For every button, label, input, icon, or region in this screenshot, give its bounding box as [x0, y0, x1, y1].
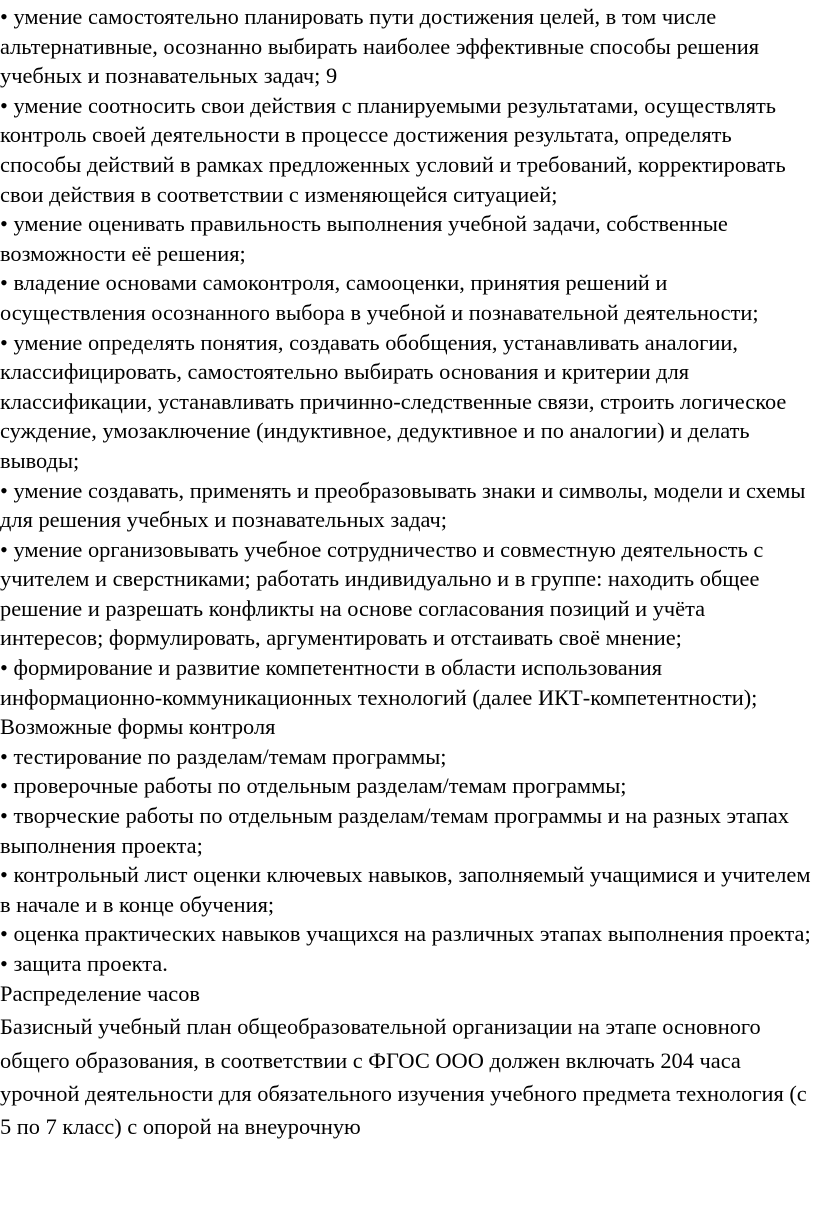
bullet-text: проверочные работы по отдельным разделам/темам программы; [13, 773, 627, 799]
body-paragraph: Базисный учебный план общеобразовательной организации на этапе основного общего образования, в соответствии с ФГОС ООО должен включать 204 часа урочной деятельности для обязательного изучения учебного предмета технология (с 5 по 7 класс) с опорой на внеурочную [0, 1014, 807, 1140]
section-heading: Распределение часов [0, 980, 200, 1006]
bullet-text: умение оценивать правильность выполнения учебной задачи, собственные возможности её решения; [0, 211, 728, 266]
bullet-icon: • [0, 477, 8, 503]
bullet-item [0, 771, 812, 801]
bullet-item [0, 860, 812, 919]
bullet-text: формирование и развитие компетентности в области использования информационно-коммуникационных технологий (далее ИКТ-компетентности); Возможные формы контроля [0, 655, 758, 740]
bullet-item [0, 91, 812, 209]
bullet-icon: • [0, 211, 8, 237]
bullet-list-competencies [0, 2, 812, 742]
bullet-text: умение соотносить свои действия с планируемыми результатами, осуществлять контроль своей деятельности в процессе достижения результата, определять способы действий в рамках предложенных условий и требований, корректировать свои действия в соответствии с изменяющейся ситуацией; [0, 92, 786, 207]
bullet-icon: • [0, 92, 8, 118]
bullet-item [0, 476, 812, 535]
bullet-icon: • [0, 655, 8, 681]
bullet-list-control-forms [0, 742, 812, 979]
bullet-icon: • [0, 803, 8, 829]
bullet-item [0, 535, 812, 653]
bullet-icon: • [0, 773, 8, 799]
bullet-text: умение определять понятия, создавать обобщения, устанавливать аналогии, классифицировать, самостоятельно выбирать основания и критерии для классификации, устанавливать причинно-следственные связи, строить логическое суждение, умозаключение (индуктивное, дедуктивное и по аналогии) и делать выводы; [0, 329, 787, 473]
bullet-icon: • [0, 921, 8, 947]
bullet-item [0, 268, 812, 327]
bullet-text: контрольный лист оценки ключевых навыков, заполняемый учащимися и учителем в начале и в конце обучения; [0, 862, 811, 917]
bullet-text: умение организовывать учебное сотрудничество и совместную деятельность с учителем и сверстниками; работать индивидуально и в группе: находить общее решение и разрешать конфликты на основе согласования позиций и учёта интересов; формулировать, аргументировать и отстаивать своё мнение; [0, 536, 764, 651]
bullet-icon: • [0, 329, 8, 355]
bullet-text: владение основами самоконтроля, самооценки, принятия решений и осуществления осознанного выбора в учебной и познавательной деятельности; [0, 270, 759, 325]
bullet-icon: • [0, 536, 8, 562]
bullet-text: умение создавать, применять и преобразовывать знаки и символы, модели и схемы для решения учебных и познавательных задач; [0, 477, 806, 533]
bullet-text: умение самостоятельно планировать пути достижения целей, в том числе альтернативные, осознанно выбирать наиболее эффективные способы решения учебных и познавательных задач; 9 [0, 4, 760, 89]
bullet-item [0, 328, 812, 476]
bullet-text: творческие работы по отдельным разделам/темам программы и на разных этапах выполнения проекта; [0, 803, 789, 858]
bullet-item [0, 949, 812, 979]
bullet-item [0, 919, 812, 949]
bullet-item [0, 209, 812, 268]
bullet-text: защита проекта. [13, 951, 168, 976]
bullet-item [0, 653, 812, 742]
bullet-icon: • [0, 270, 8, 296]
bullet-icon: • [0, 862, 8, 888]
bullet-icon: • [0, 4, 8, 29]
bullet-text: тестирование по разделам/темам программы; [13, 743, 447, 769]
bullet-icon: • [0, 951, 8, 976]
bullet-text: оценка практических навыков учащихся на различных этапах выполнения проекта; [13, 921, 811, 947]
bullet-icon: • [0, 743, 8, 769]
bullet-item [0, 742, 812, 772]
bullet-item [0, 2, 812, 91]
bullet-item [0, 801, 812, 860]
